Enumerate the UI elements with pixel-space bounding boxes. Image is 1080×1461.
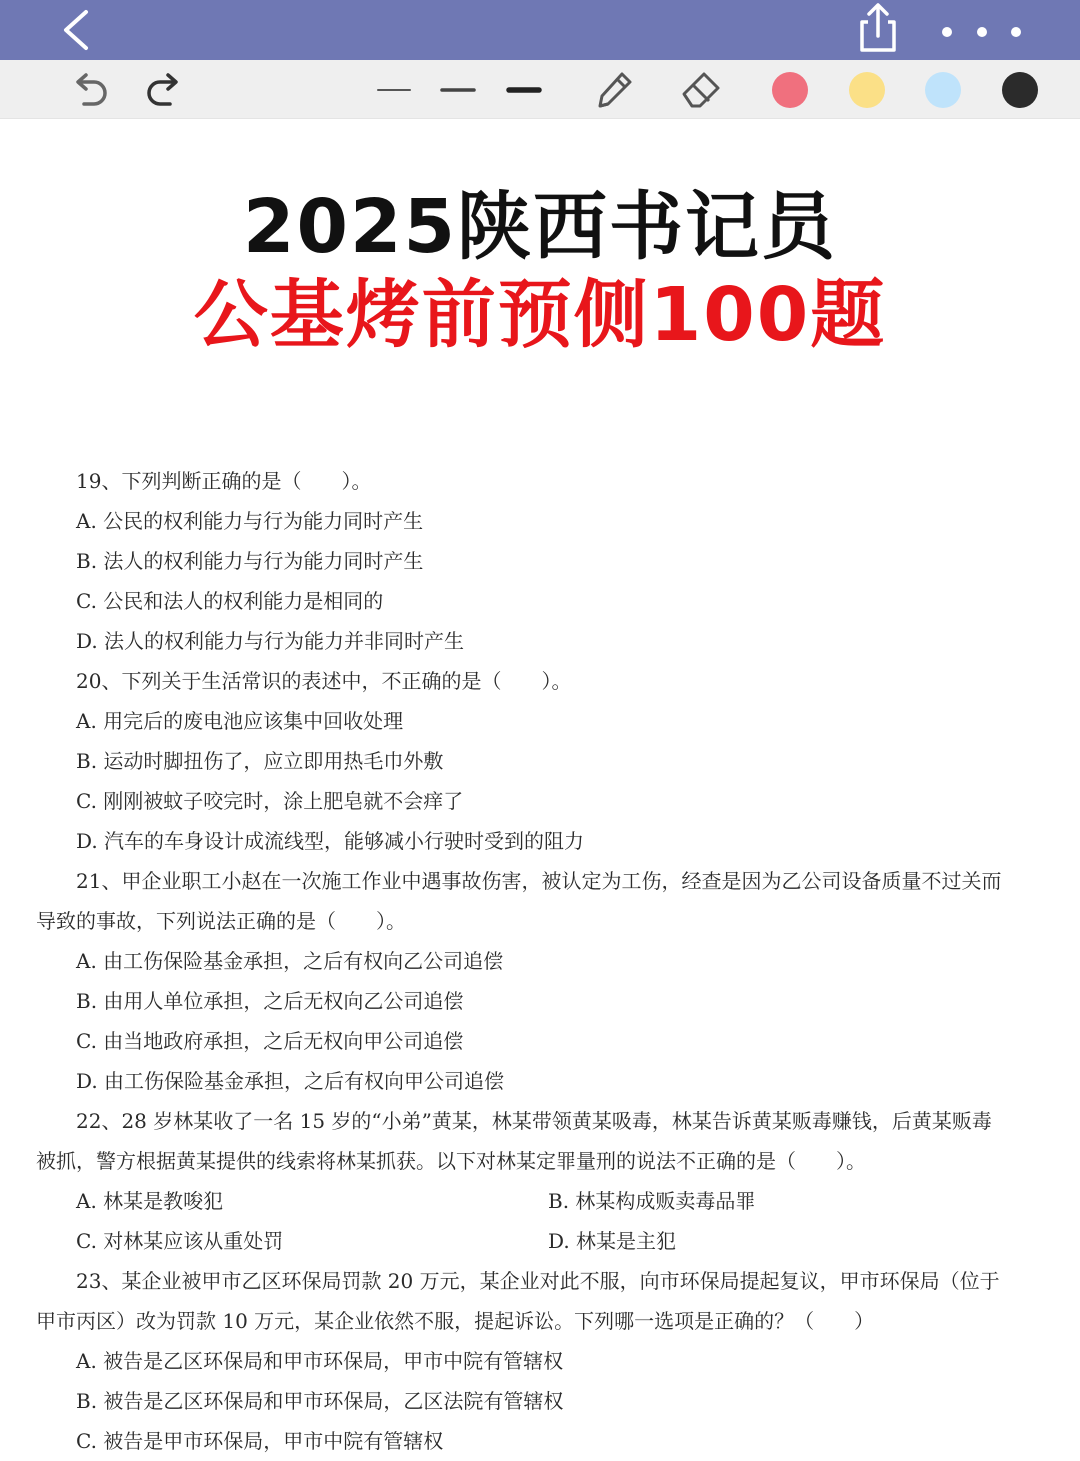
- question-20-option-c: C. 刚刚被蚊子咬完时，涂上肥皂就不会痒了: [76, 789, 464, 813]
- line-medium-button[interactable]: [438, 64, 478, 114]
- question-23-stem-line2: 甲市丙区）改为罚款 10 万元，某企业依然不服，提起诉讼。下列哪一选项是正确的？（ ）: [36, 1309, 875, 1333]
- document-body: [36, 461, 1046, 1461]
- question-22-option-d: D. 林某是主犯: [548, 1229, 677, 1253]
- color-yellow-swatch[interactable]: [849, 72, 885, 108]
- question-23-option-b: B. 被告是乙区环保局和甲市环保局，乙区法院有管辖权: [76, 1389, 564, 1413]
- question-21-option-c: C. 由当地政府承担，之后无权向甲公司追偿: [76, 1029, 464, 1053]
- line-thick-button[interactable]: [504, 64, 544, 114]
- color-pink-swatch[interactable]: [772, 72, 808, 108]
- question-22-option-b: B. 林某构成贩卖毒品罪: [548, 1189, 756, 1213]
- undo-icon: [64, 64, 114, 114]
- pen-button[interactable]: [588, 64, 638, 114]
- question-23-option-a: A. 被告是乙区环保局和甲市环保局，甲市中院有管辖权: [76, 1349, 564, 1373]
- question-20-option-d: D. 汽车的车身设计成流线型，能够减小行驶时受到的阻力: [76, 829, 585, 853]
- chevron-left-icon: [50, 6, 102, 54]
- more-button[interactable]: [930, 10, 1040, 50]
- line-medium-icon: [438, 64, 478, 114]
- undo-button[interactable]: [64, 64, 114, 114]
- question-20-stem: 20、下列关于生活常识的表述中，不正确的是（ ）。: [76, 669, 572, 693]
- question-23-option-c: C. 被告是甲市环保局，甲市中院有管辖权: [76, 1429, 444, 1453]
- question-22-options-row-1: [36, 1181, 1046, 1221]
- question-21-stem-line2: 导致的事故，下列说法正确的是（ ）。: [36, 909, 406, 933]
- line-thin-button[interactable]: [374, 64, 414, 114]
- top-nav-bar: [0, 0, 1080, 60]
- redo-button[interactable]: [140, 64, 190, 114]
- line-thin-icon: [374, 64, 414, 114]
- share-button[interactable]: [852, 0, 904, 56]
- question-19-stem: 19、下列判断正确的是（ ）。: [76, 469, 372, 493]
- question-20-option-b: B. 运动时脚扭伤了，应立即用热毛巾外敷: [76, 749, 444, 773]
- eraser-button[interactable]: [676, 64, 726, 114]
- question-19-option-b: B. 法人的权利能力与行为能力同时产生: [76, 549, 424, 573]
- question-22-option-a: A. 林某是教唆犯: [76, 1189, 224, 1213]
- redo-icon: [140, 64, 190, 114]
- back-button[interactable]: [50, 6, 102, 54]
- share-icon: [852, 0, 904, 56]
- question-22-options-row-2: [36, 1221, 1046, 1261]
- question-19-option-a: A. 公民的权利能力与行为能力同时产生: [76, 509, 424, 533]
- question-21-option-a: A. 由工伤保险基金承担，之后有权向乙公司追偿: [76, 949, 504, 973]
- eraser-icon: [676, 64, 726, 114]
- document-title: 2025陕西书记员: [243, 184, 837, 270]
- question-19-option-c: C. 公民和法人的权利能力是相同的: [76, 589, 384, 613]
- question-22-stem-line2: 被抓，警方根据黄某提供的线索将林某抓获。以下对林某定罪量刑的说法不正确的是（ ）。: [36, 1149, 866, 1173]
- question-21-stem-line1: 21、甲企业职工小赵在一次施工作业中遇事故伤害，被认定为工伤，经查是因为乙公司设备质量不过关而: [76, 869, 1002, 893]
- color-black-swatch[interactable]: [1002, 72, 1038, 108]
- question-20-option-a: A. 用完后的废电池应该集中回收处理: [76, 709, 404, 733]
- question-22-stem-line1: 22、28 岁林某收了一名 15 岁的“小弟”黄某，林某带领黄某吸毒，林某告诉黄某贩毒赚钱，后黄某贩毒: [76, 1109, 992, 1133]
- question-22-option-c: C. 对林某应该从重处罚: [76, 1229, 284, 1253]
- pen-icon: [588, 64, 638, 114]
- annotation-toolbar: [0, 60, 1080, 119]
- question-23-stem-line1: 23、某企业被甲市乙区环保局罚款 20 万元，某企业对此不服，向市环保局提起复议，甲市环保局（位于: [76, 1269, 1000, 1293]
- line-thick-icon: [504, 64, 544, 114]
- more-dots-icon: [930, 10, 1040, 50]
- question-21-option-d: D. 由工伤保险基金承担，之后有权向甲公司追偿: [76, 1069, 505, 1093]
- color-blue-swatch[interactable]: [925, 72, 961, 108]
- question-19-option-d: D. 法人的权利能力与行为能力并非同时产生: [76, 629, 465, 653]
- document-subtitle: 公基烤前预侧100题: [193, 272, 887, 358]
- question-21-option-b: B. 由用人单位承担，之后无权向乙公司追偿: [76, 989, 464, 1013]
